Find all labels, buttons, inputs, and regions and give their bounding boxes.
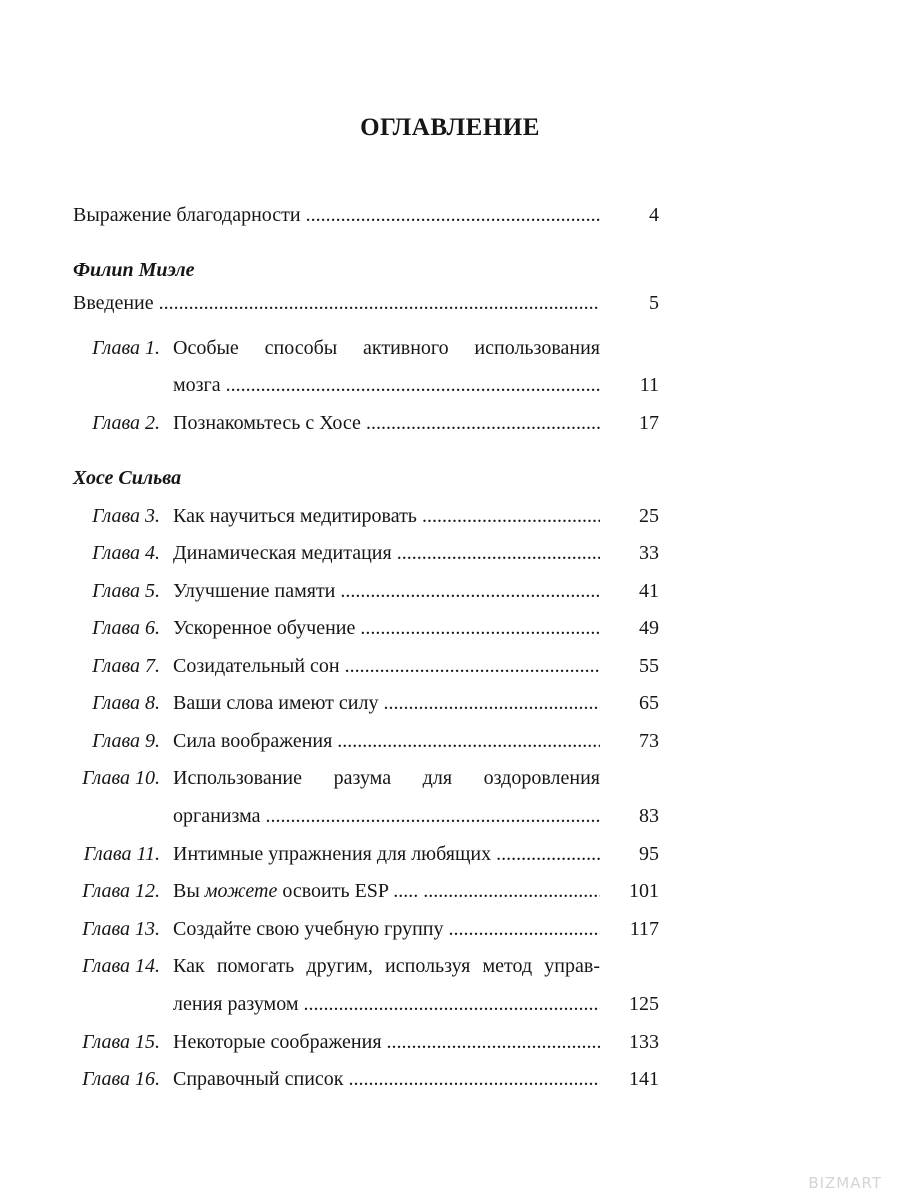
page-number: 65 [639,692,659,714]
toc-entry-text: Созидательный сон [173,655,340,677]
dot-leader [340,655,600,677]
watermark: BIZMART [808,1174,882,1192]
page-number: 133 [629,1031,659,1053]
toc-entry-text: Использование разума для оздоровления [173,767,600,789]
dot-leader [443,918,600,940]
section-heading-miele: Филип Миэле [73,259,195,281]
toc-entry-text: Познакомьтесь с Хосе [173,412,361,434]
dot-leader [299,993,601,1015]
chapter-label: Глава 4. [92,542,160,564]
chapter-label: Глава 10. [82,767,160,789]
page-number: 33 [639,542,659,564]
dot-leader [355,617,600,639]
toc-entry-text: ления разумом [173,993,299,1015]
toc-entry-text: Выражение благодарности [73,204,301,226]
toc-entry-chapter-10[interactable] [0,763,900,793]
toc-entry-chapter-15[interactable] [0,1027,900,1057]
toc-entry-text: Введение [73,292,154,314]
chapter-label: Глава 2. [92,412,160,434]
chapter-label: Глава 13. [82,918,160,940]
toc-entry-chapter-13[interactable] [0,914,900,944]
chapter-label: Глава 11. [83,843,160,865]
section-heading-silva: Хосе Сильва [73,467,182,489]
toc-entry-text: Ваши слова имеют силу [173,692,379,714]
toc-entry-text-after: освоить ESP ..... [282,880,419,902]
toc-entry-text: Как научиться медитировать [173,505,417,527]
toc-entry-emphasis: можете [204,880,278,902]
toc-entry-text: мозга [173,374,221,396]
dot-leader [261,805,601,827]
page-number: 125 [629,993,659,1015]
toc-entry-text: Создайте свою учебную группу [173,918,444,940]
toc-entry-chapter-7[interactable] [0,651,900,681]
chapter-label: Глава 12. [82,880,160,902]
dot-leader [378,692,600,714]
toc-entry-text: организма [173,805,261,827]
chapter-label: Глава 16. [82,1068,160,1090]
dot-leader [382,1031,600,1053]
page-number: 17 [639,412,659,434]
chapter-label: Глава 5. [92,580,160,602]
dot-leader [361,412,600,434]
dot-leader [491,843,600,865]
chapter-label: Глава 14. [82,955,160,977]
toc-entry-chapter-3[interactable] [0,501,900,531]
page-number: 25 [639,505,659,527]
toc-entry-text: Сила воображения [173,730,333,752]
dot-leader [221,374,600,396]
dot-leader [418,880,600,902]
dot-leader [332,730,600,752]
toc-entry-chapter-12[interactable] [0,876,900,906]
dot-leader [154,292,600,314]
dot-leader [344,1068,601,1090]
page-number: 49 [639,617,659,639]
chapter-label: Глава 3. [92,505,160,527]
dot-leader [335,580,600,602]
toc-entry-text: Некоторые соображения [173,1031,382,1053]
toc-entry-chapter-9[interactable] [0,726,900,756]
dot-leader [392,542,600,564]
toc-entry-chapter-2[interactable] [0,408,900,438]
chapter-label: Глава 9. [92,730,160,752]
page-number: 41 [639,580,659,602]
toc-entry-text: Как помогать другим, используя метод управ- [173,955,600,977]
chapter-label: Глава 7. [92,655,160,677]
page-number: 11 [639,374,659,396]
toc-entry-chapter-5[interactable] [0,576,900,606]
page-number: 101 [629,880,659,902]
toc-entry-chapter-4[interactable] [0,538,900,568]
toc-entry-chapter-6[interactable] [0,613,900,643]
toc-entry-text: Ускоренное обучение [173,617,356,639]
chapter-label: Глава 15. [82,1031,160,1053]
page-title: ОГЛАВЛЕНИЕ [360,114,540,141]
toc-entry-chapter-16[interactable] [0,1064,900,1094]
page-number: 141 [629,1068,659,1090]
page-number: 117 [629,918,659,940]
chapter-label: Глава 8. [92,692,160,714]
toc-entry-chapter-11[interactable] [0,839,900,869]
toc-entry-text: Особые способы активного использования [173,337,600,359]
page-number: 4 [649,204,659,226]
page-number: 5 [649,292,659,314]
dot-leader [301,204,600,226]
toc-entry-thanks[interactable] [0,200,900,230]
toc-entry-text: Улучшение памяти [173,580,336,602]
page-number: 83 [639,805,659,827]
toc-entry-chapter-1[interactable] [0,333,900,363]
toc-entry-chapter-14-continued[interactable] [0,989,900,1019]
chapter-label: Глава 1. [92,337,160,359]
toc-entry-text: Интимные упражнения для любящих [173,843,492,865]
toc-entry-chapter-10-continued[interactable] [0,801,900,831]
toc-entry-text: Справочный список [173,1068,344,1090]
chapter-label: Глава 6. [92,617,160,639]
toc-entry-text: Динамическая медитация [173,542,392,564]
dot-leader [417,505,600,527]
toc-entry-chapter-8[interactable] [0,688,900,718]
page-number: 73 [639,730,659,752]
toc-entry-intro[interactable] [0,288,900,318]
page-number: 55 [639,655,659,677]
page-number: 95 [639,843,659,865]
toc-entry-chapter-14[interactable] [0,951,900,981]
toc-entry-chapter-1-continued[interactable] [0,370,900,400]
toc-entry-text: Вы [173,880,200,902]
